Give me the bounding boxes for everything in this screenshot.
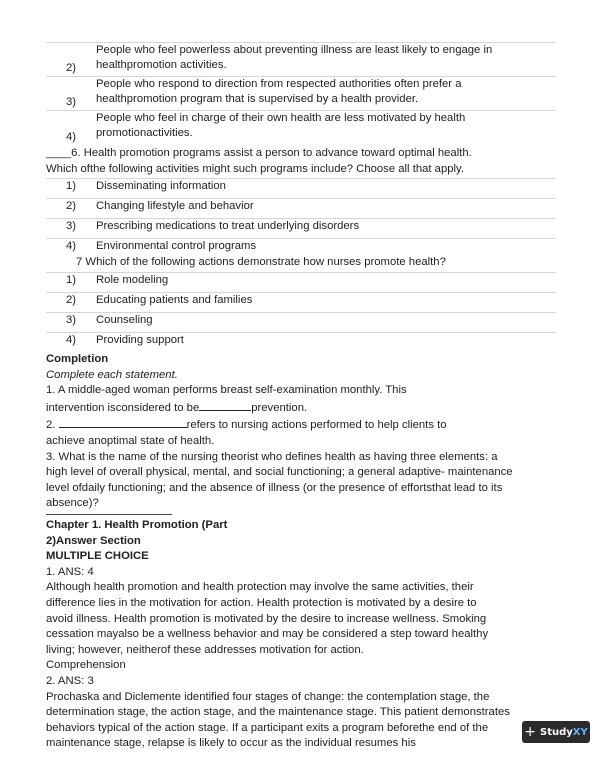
q6-options-table	[46, 178, 556, 259]
fill-in-blank	[199, 399, 251, 411]
option-number: 4)	[46, 333, 96, 353]
answer-1-rationale: Although health promotion and health protection may involve the same activities, their difference lies in the motivation for action. Health protection is motivated by a desire to avoid illness. Health promotion is motivated by the desire to increase wellness. Smoking cessation mayalso be a wellness behavior and may be considered a step toward healthy living; however, neitherof these addresses motivation for action.	[46, 581, 489, 656]
completion-section	[46, 352, 566, 512]
chapter-title: Chapter 1. Health Promotion (Part 2)Answer Section	[46, 519, 228, 547]
q6-option-row	[46, 219, 556, 239]
option-number: 1)	[46, 273, 96, 293]
option-text: People who respond to direction from respected authorities often prefer a healthpromotion program that is supervised by a health provider.	[96, 77, 556, 111]
option-number: 2)	[46, 43, 96, 77]
option-text: Prescribing medications to treat underlying disorders	[96, 219, 556, 239]
option-number: 1)	[46, 179, 96, 199]
section-divider	[46, 514, 172, 515]
option-number: 3)	[46, 219, 96, 239]
completion-item-2: 2. refers to nursing actions performed to help clients to achieve anoptimal state of health.	[46, 416, 566, 449]
answer-blank: ____	[46, 147, 72, 159]
q7-options-table	[46, 272, 556, 353]
q5-option-row	[46, 43, 556, 77]
option-number: 3)	[46, 77, 96, 111]
q6-option-row	[46, 199, 556, 219]
answer-1-level: Comprehension	[46, 659, 126, 672]
option-number: 2)	[46, 199, 96, 219]
answer-section	[46, 518, 566, 752]
q5-options-table	[46, 42, 556, 145]
option-text: Providing support	[96, 333, 556, 353]
completion-item-1: 1. A middle-aged woman performs breast self-examination monthly. This intervention isconsidered to be prevention.	[46, 384, 407, 414]
completion-instruction: Complete each statement.	[46, 368, 178, 381]
q7-option-row	[46, 313, 556, 333]
answer-2-label: 2. ANS: 3	[46, 674, 94, 687]
option-number: 4)	[46, 239, 96, 259]
q7-option-row	[46, 273, 556, 293]
q5-option-row	[46, 77, 556, 111]
option-number: 3)	[46, 313, 96, 333]
completion-item-3: 3. What is the name of the nursing theorist who defines health as having three elements: a high level of overall physical, mental, and social functioning; a general adaptive- maintenance level ofdaily functioning; and the absence of illness (or the presence of effortsthat lead to its absence)?	[46, 450, 513, 510]
studyxy-watermark[interactable]	[522, 721, 590, 743]
option-number: 4)	[46, 111, 96, 145]
option-text: Changing lifestyle and behavior	[96, 199, 556, 219]
option-text: Educating patients and families	[96, 293, 556, 313]
q7-option-row	[46, 333, 556, 353]
answer-1-label: 1. ANS: 4	[46, 565, 94, 578]
watermark-brand: StudyXY	[540, 726, 588, 738]
q7-stem: 7 Which of the following actions demonstrate how nurses promote health?	[76, 256, 446, 268]
option-text: Environmental control programs	[96, 239, 556, 259]
completion-heading: Completion	[46, 353, 109, 365]
plus-icon: +	[524, 724, 536, 740]
fill-in-blank	[59, 416, 187, 428]
q5-option-row	[46, 111, 556, 145]
option-text: Disseminating information	[96, 179, 556, 199]
option-text: People who feel powerless about preventing illness are least likely to engage in healthpromotion activities.	[96, 43, 556, 77]
q6-stem: ____6. Health promotion programs assist a person to advance toward optimal health. Which ofthe following activities might such programs include? Choose all that apply.	[46, 147, 472, 175]
option-number: 2)	[46, 293, 96, 313]
answer-2-rationale: Prochaska and Diclemente identified four stages of change: the contemplation stage, the determination stage, the action stage, and the maintenance stage. This patient demonstrates behaviors typical of the action stage. If a participant exits a program beforethe end of the maintenance stage, relapse is likely to occur as the individual resumes his	[46, 690, 510, 750]
q6-option-row	[46, 179, 556, 199]
q7-option-row	[46, 293, 556, 313]
multiple-choice-heading: MULTIPLE CHOICE	[46, 550, 149, 563]
option-text: Counseling	[96, 313, 556, 333]
option-text: People who feel in charge of their own health are less motivated by health promotionactivities.	[96, 111, 556, 145]
option-text: Role modeling	[96, 273, 556, 293]
